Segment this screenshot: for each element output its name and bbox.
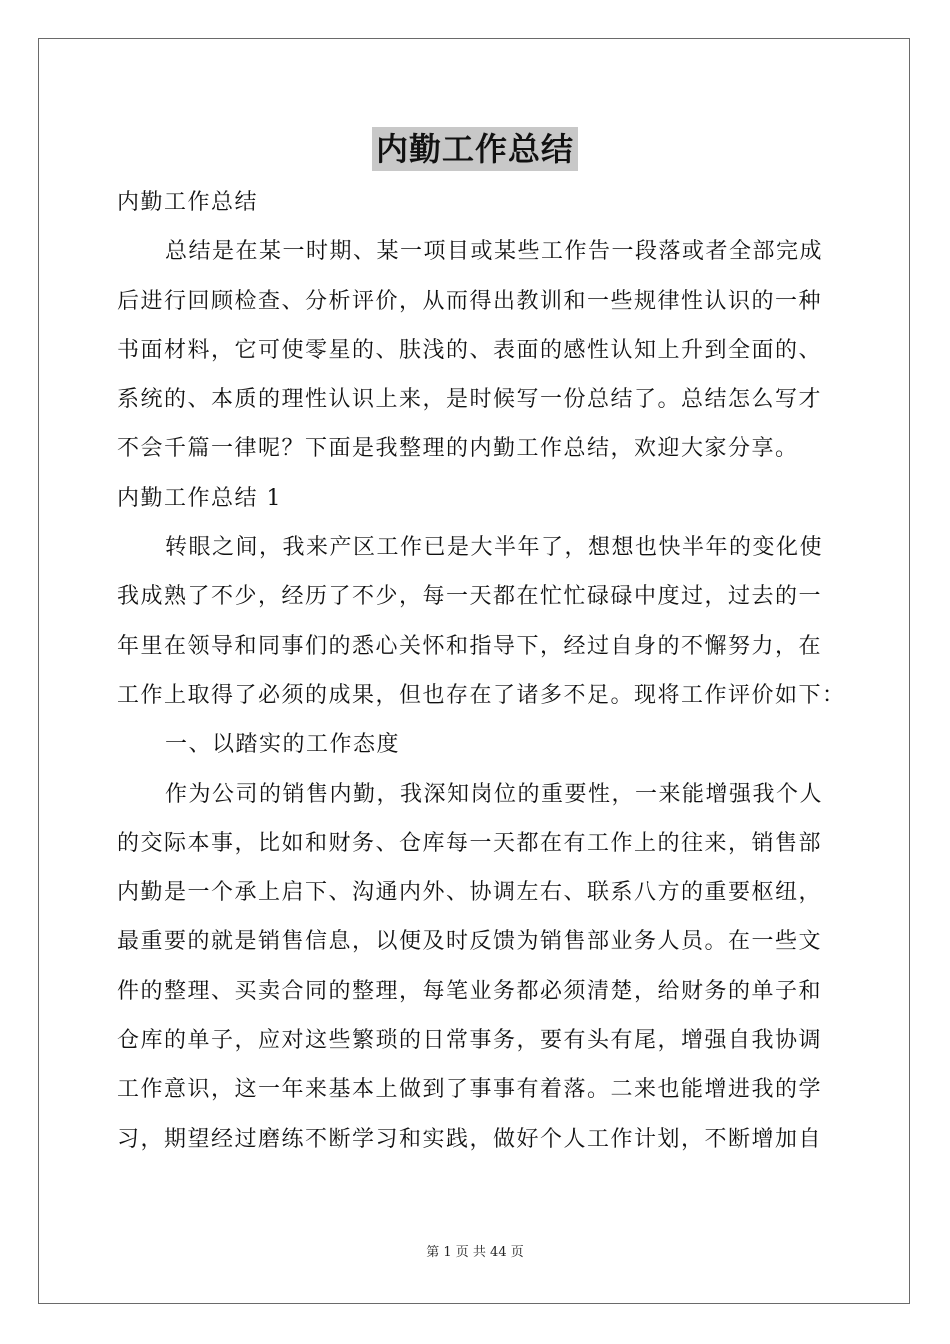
body-line: 年里在领导和同事们的悉心关怀和指导下，经过自身的不懈努力，在 — [117, 633, 823, 659]
body-line: 系统的、本质的理性认识上来，是时候写一份总结了。总结怎么写才 — [117, 387, 823, 413]
body-line: 一、以踏实的工作态度 — [165, 732, 401, 758]
body-line: 习，期望经过磨练不断学习和实践，做好个人工作计划，不断增加自 — [117, 1126, 823, 1152]
page-footer: 第 1 页 共 44 页 — [426, 1245, 524, 1260]
body-line: 转眼之间，我来产区工作已是大半年了，想想也快半年的变化使 — [165, 535, 824, 561]
body-line: 工作意识，这一年来基本上做到了事事有着落。二来也能增进我的学 — [117, 1077, 823, 1103]
body-line: 内勤工作总结 — [117, 190, 259, 215]
document-title: 内勤工作总结 — [372, 127, 578, 171]
body-line: 仓库的单子，应对这些繁琐的日常事务，要有头有尾，增强自我协调 — [117, 1028, 823, 1054]
body-line: 我成熟了不少，经历了不少，每一天都在忙忙碌碌中度过，过去的一 — [117, 584, 823, 610]
body-line: 书面材料，它可使零星的、肤浅的、表面的感性认知上升到全面的、 — [117, 337, 823, 363]
body-line: 最重要的就是销售信息，以便及时反馈为销售部业务人员。在一些文 — [117, 929, 823, 955]
document-body — [117, 178, 846, 1164]
body-line: 的交际本事，比如和财务、仓库每一天都在有工作上的往来，销售部 — [117, 830, 823, 856]
body-line: 工作上取得了必须的成果，但也存在了诸多不足。现将工作评价如下： — [117, 682, 846, 708]
body-line: 不会千篇一律呢？下面是我整理的内勤工作总结，欢迎大家分享。 — [117, 436, 799, 462]
body-line: 内勤工作总结 1 — [117, 485, 282, 511]
body-line: 件的整理、买卖合同的整理，每笔业务都必须清楚，给财务的单子和 — [117, 978, 823, 1004]
body-line: 作为公司的销售内勤，我深知岗位的重要性，一来能增强我个人 — [165, 781, 824, 807]
title-container — [0, 127, 950, 171]
body-line: 后进行回顾检查、分析评价，从而得出教训和一些规律性认识的一种 — [117, 288, 823, 314]
body-line: 总结是在某一时期、某一项目或某些工作告一段落或者全部完成 — [165, 239, 824, 265]
body-line: 内勤是一个承上启下、沟通内外、协调左右、联系八方的重要枢纽， — [117, 880, 823, 906]
